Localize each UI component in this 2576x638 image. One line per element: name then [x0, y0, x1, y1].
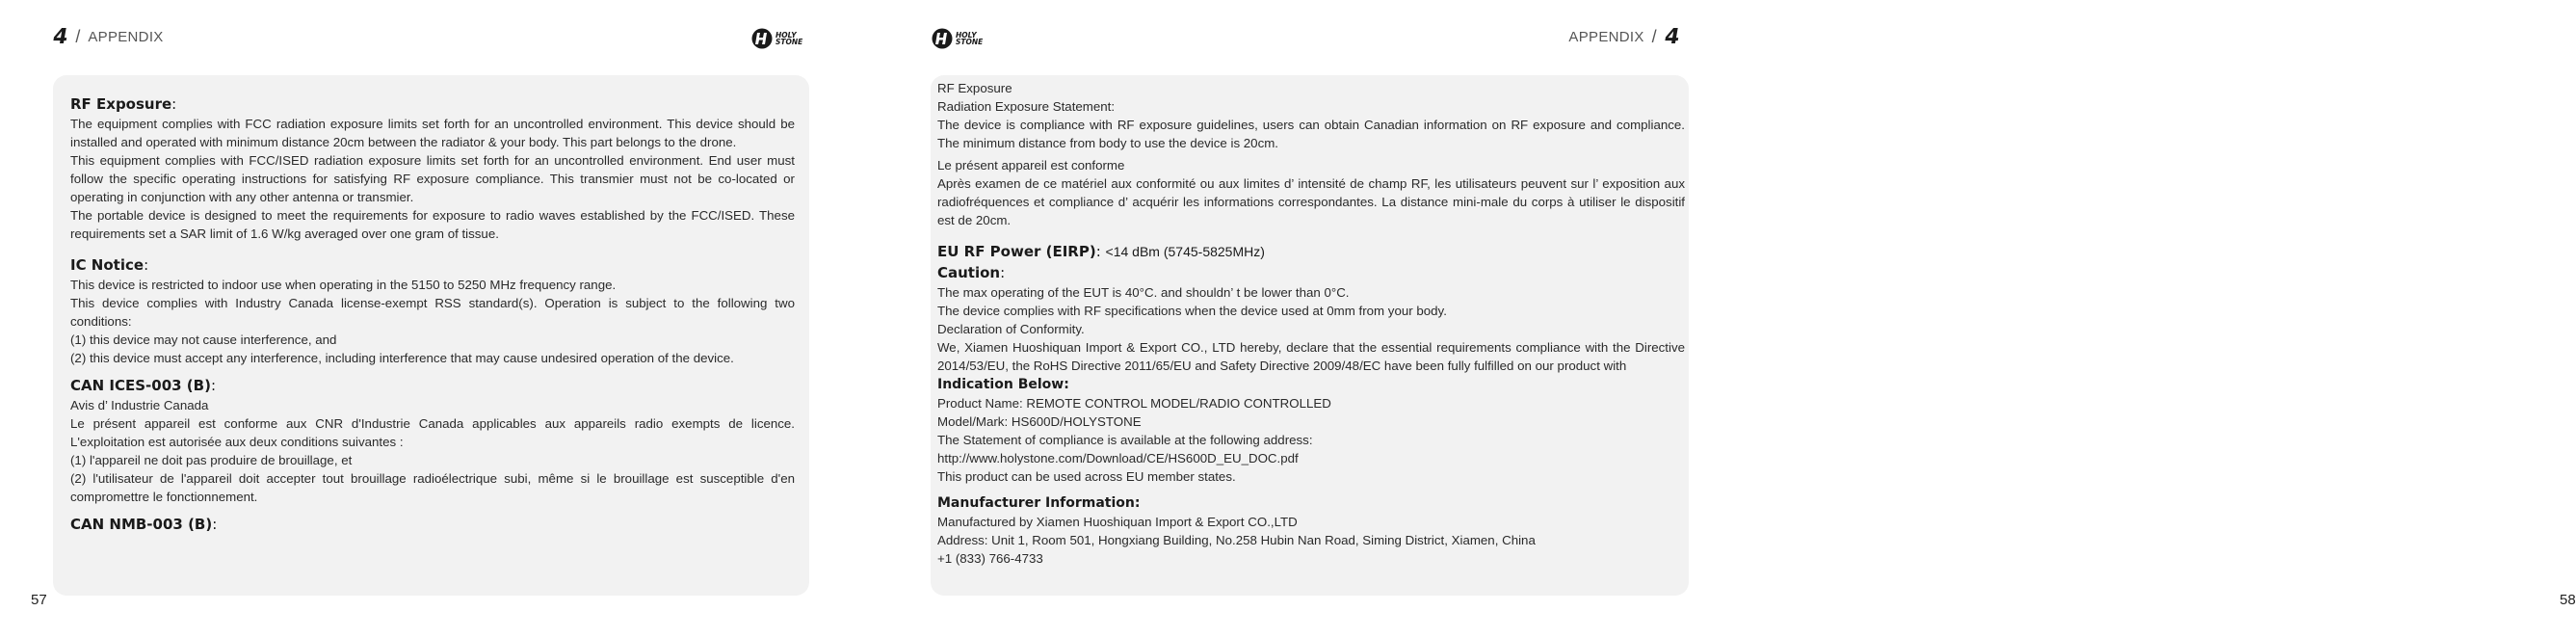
right-content [937, 79, 1685, 568]
can-ices-heading: CAN ICES-003 (B): [70, 377, 216, 394]
ic-notice-heading: IC Notice: [70, 256, 149, 274]
chapter-number: 4 [1662, 25, 1682, 49]
model-mark: Model/Mark: HS600D/HOLYSTONE [937, 414, 1142, 429]
can-nmb-heading: CAN NMB-003 (B): [70, 516, 218, 533]
chapter-number: 4 [50, 25, 70, 49]
manufacturer-address: Address: Unit 1, Room 501, Hongxiang Building, No.258 Hubin Nan Road, Siming District, Xiamen, China [937, 533, 1536, 547]
logo-wordmark [775, 32, 802, 45]
radiation-exposure-statement: Radiation Exposure Statement: [937, 99, 1116, 114]
logo-text-line1: HOLY [775, 31, 797, 40]
rf-exposure-fr-title: Le présent appareil est conforme [937, 158, 1125, 173]
caution-line-1: The max operating of the EUT is 40°C. and shouldn’ t be lower than 0°C. [937, 285, 1350, 300]
ic-notice-line-1: This device is restricted to indoor use when operating in the 5150 to 5250 MHz frequency range. [70, 278, 617, 292]
rf-exposure-fr-text: Après examen de ce matériel aux conformité ou aux limites d’ intensité de champ RF, les utilisateurs peuvent sur l’ exposition aux radiofréquences et compliance d’ acquérir les informations correspondantes. La distance mini-male du corps à utiliser le dispositif est de 20cm. [937, 176, 1685, 227]
chapter-title: APPENDIX [1568, 29, 1644, 45]
eu-usage: This product can be used across EU member states. [937, 469, 1236, 484]
holystone-logo-icon [750, 27, 774, 50]
right-header [1568, 25, 1682, 49]
holystone-logo-icon [931, 27, 954, 50]
compliance-url: http://www.holystone.com/Download/CE/HS600D_EU_DOC.pdf [937, 451, 1299, 465]
logo-wordmark [956, 32, 983, 45]
can-ices-line-1: Avis d’ Industrie Canada [70, 398, 209, 412]
chapter-separator: / [75, 27, 81, 46]
chapter-separator: / [1651, 27, 1657, 46]
manufacturer-name: Manufactured by Xiamen Huoshiquan Import & Export CO.,LTD [937, 515, 1298, 529]
can-ices-line-2: Le présent appareil est conforme aux CNR d'Industrie Canada applicables aux appareils radio exempts de licence. L'exploitation est autorisée aux deux conditions suivantes : [70, 416, 795, 449]
page-number: 57 [31, 592, 47, 608]
eu-rf-power-value: <14 dBm (5745-5825MHz) [1105, 244, 1265, 259]
manufacturer-heading: Manufacturer Information: [937, 495, 1141, 511]
manufacturer-phone: +1 (833) 766-4733 [937, 551, 1043, 566]
rf-exposure-para-1: The equipment complies with FCC radiation exposure limits set forth for an uncontrolled environment. This device should be installed and operated with minimum distance 20cm between the radiator & your body. This part belongs to the drone. [70, 117, 795, 149]
declaration-text: We, Xiamen Huoshiquan Import & Export CO., LTD hereby, declare that the essential requirements compliance with the Directive 2014/53/EU, the RoHS Directive 2011/65/EU and Safety Directive 2009/48/EC have been fully fulfilled on our product with [937, 340, 1685, 373]
logo-text-line2: STONE [956, 38, 984, 46]
product-name: Product Name: REMOTE CONTROL MODEL/RADIO CONTROLLED [937, 396, 1331, 411]
rf-exposure-heading: RF Exposure: [70, 95, 177, 113]
chapter-title: APPENDIX [88, 29, 164, 45]
logo-text-line2: STONE [775, 38, 803, 46]
compliance-statement: The Statement of compliance is available at the following address: [937, 433, 1313, 447]
caution-line-2: The device complies with RF specifications when the device used at 0mm from your body. [937, 304, 1447, 318]
can-ices-line-4: (2) l'utilisateur de l'appareil doit accepter tout brouillage radioélectrique subi, même si le brouillage est susceptible d'en compromettre le fonctionnement. [70, 471, 795, 504]
rf-exposure-en-text: The device is compliance with RF exposure guidelines, users can obtain Canadian information on RF exposure and compliance. The minimum distance from body to use the device is 20cm. [937, 118, 1685, 150]
holystone-logo [750, 27, 802, 50]
indication-heading: Indication Below: [937, 377, 1069, 392]
caution-heading: Caution: [937, 264, 1006, 281]
ic-notice-line-3: (1) this device may not cause interference, and [70, 332, 337, 347]
left-header [50, 25, 164, 49]
page-number: 58 [2560, 592, 2576, 608]
ic-notice-line-4: (2) this device must accept any interference, including interference that may cause undesired operation of the device. [70, 351, 734, 365]
logo-text-line1: HOLY [956, 31, 977, 40]
rf-exposure-para-3: The portable device is designed to meet the requirements for exposure to radio waves established by the FCC/ISED. These requirements set a SAR limit of 1.6 W/kg averaged over one gram of tissue. [70, 208, 795, 241]
left-content [70, 93, 795, 535]
rf-exposure-title: RF Exposure [937, 81, 1012, 95]
declaration-title: Declaration of Conformity. [937, 322, 1085, 336]
rf-exposure-para-2: This equipment complies with FCC/ISED radiation exposure limits set forth for an uncontrolled environment. End user must follow the specific operating instructions for satisfying RF exposure compliance. This transmier must not be co-located or operating in conjunction with any other antenna or transmier. [70, 153, 795, 204]
eu-rf-power-heading: EU RF Power (EIRP): <14 dBm (5745-5825MHz) [937, 243, 1265, 260]
ic-notice-line-2: This device complies with Industry Canada license-exempt RSS standard(s). Operation is subject to the following two conditions: [70, 296, 795, 329]
holystone-logo [931, 27, 983, 50]
can-ices-line-3: (1) l'appareil ne doit pas produire de brouillage, et [70, 453, 353, 467]
